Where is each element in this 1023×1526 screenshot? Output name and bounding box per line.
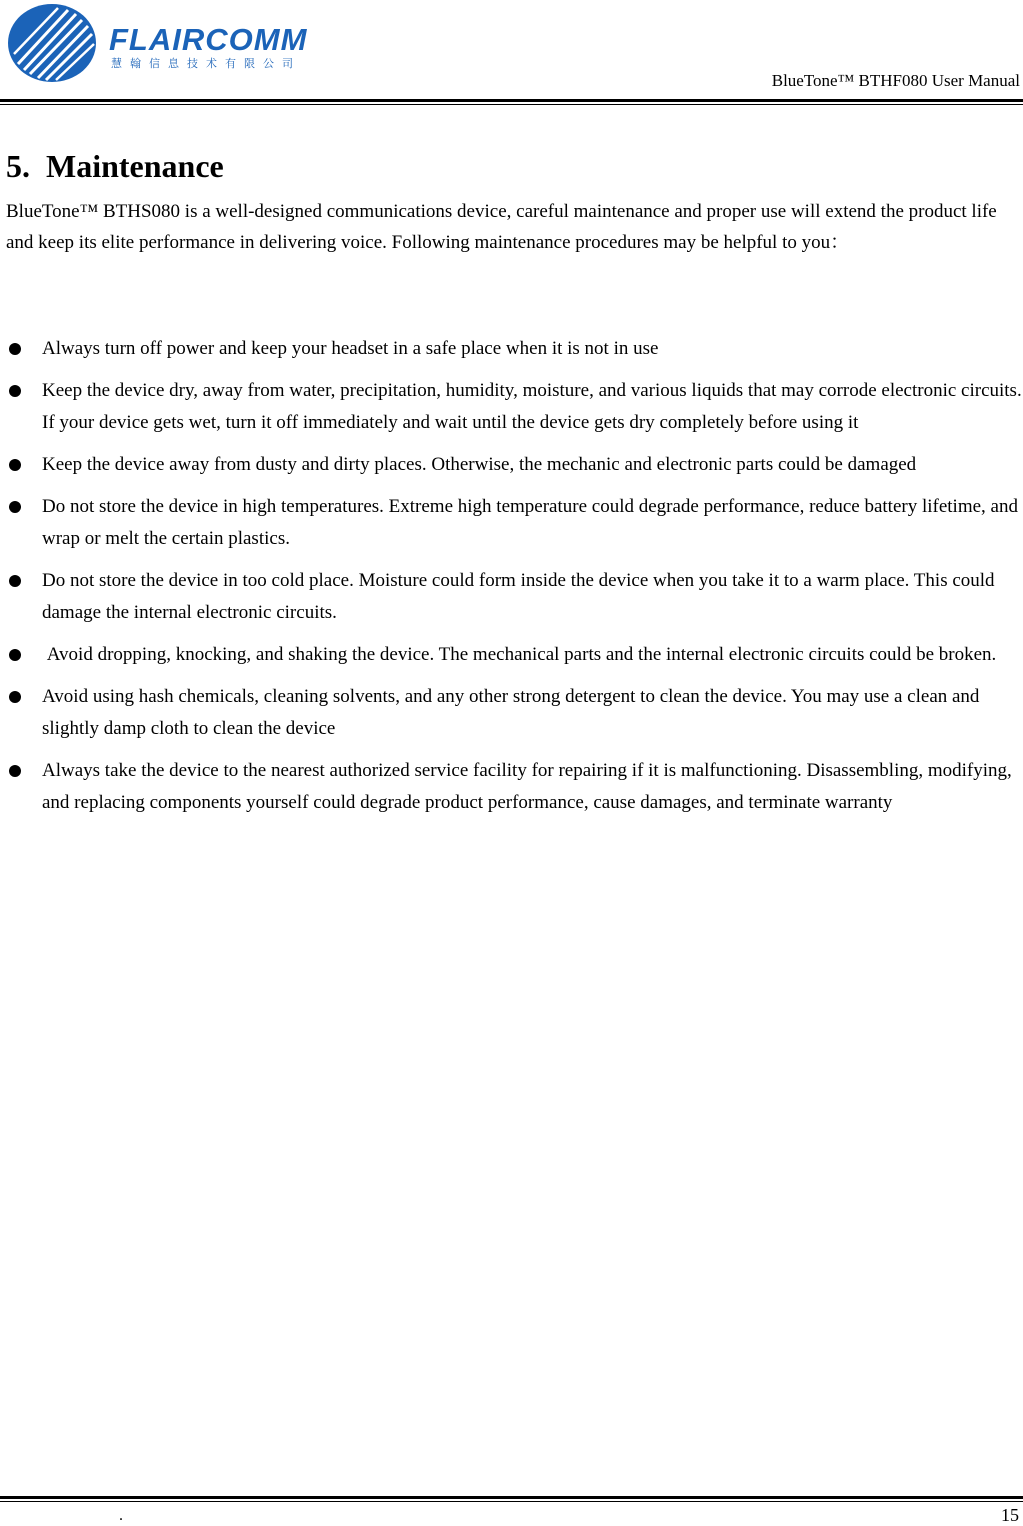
footer-rule-thin [0,1501,1023,1502]
section-heading [6,150,224,182]
section-title: Maintenance [46,148,224,184]
list-item-text: Do not store the device in high temperatures. Extreme high temperature could degrade performance, reduce battery lifetime, and wrap or melt the certain plastics. [42,496,1018,549]
list-item [0,639,1023,671]
list-item [0,449,1023,481]
list-item [0,681,1023,745]
globe-logo-icon [6,2,102,84]
list-item [0,375,1023,439]
list-item-text: Do not store the device in too cold place. Moisture could form inside the device when you take it to a warm place. This could damage the internal electronic circuits. [42,570,995,623]
list-item [0,333,1023,365]
list-item [0,491,1023,555]
list-item-text: Always take the device to the nearest authorized service facility for repairing if it is malfunctioning. Disassembling, modifying, and replacing components yourself could degrade product performance, cause damages, and terminate warranty [42,760,1012,813]
list-item-text: Avoid dropping, knocking, and shaking the device. The mechanical parts and the internal electronic circuits could be broken. [42,644,997,665]
bullet-icon [9,459,21,471]
logo-subtitle: 慧翰信息技术有限公司 [111,57,301,70]
bullet-icon [9,575,21,587]
list-item [0,755,1023,819]
bullet-icon [9,649,21,661]
logo-wordmark: FLAIRCOMM [109,22,308,57]
flaircomm-logo [6,2,316,84]
header-rule-thin [0,104,1023,105]
intro-paragraph: BlueTone™ BTHS080 is a well-designed communications device, careful maintenance and proper use will extend the product life and keep its elite performance in delivering voice. Following maintenance procedures may be helpful to you： [6,201,997,253]
footer-rule-thick [0,1496,1023,1499]
list-item-text: Avoid using hash chemicals, cleaning solvents, and any other strong detergent to clean the device. You may use a clean and slightly damp cloth to clean the device [42,686,980,739]
page-header [0,0,1023,106]
maintenance-list [0,333,1023,829]
section-number: 5. [6,148,30,184]
list-item-text: Keep the device away from dusty and dirty places. Otherwise, the mechanic and electronic parts could be damaged [42,454,917,475]
list-item-text: Always turn off power and keep your headset in a safe place when it is not in use [42,338,659,359]
bullet-icon [9,385,21,397]
footer-mark: . [119,1507,123,1524]
bullet-icon [9,343,21,355]
bullet-icon [9,691,21,703]
bullet-icon [9,501,21,513]
document-title: BlueTone™ BTHF080 User Manual [771,71,1020,90]
list-item [0,565,1023,629]
header-rule-thick [0,99,1023,102]
list-item-text: Keep the device dry, away from water, precipitation, humidity, moisture, and various liquids that may corrode electronic circuits. If your device gets wet, turn it off immediately and wait until the device gets dry completely before using it [42,380,1022,433]
page-number: 15 [1001,1505,1019,1525]
bullet-icon [9,765,21,777]
